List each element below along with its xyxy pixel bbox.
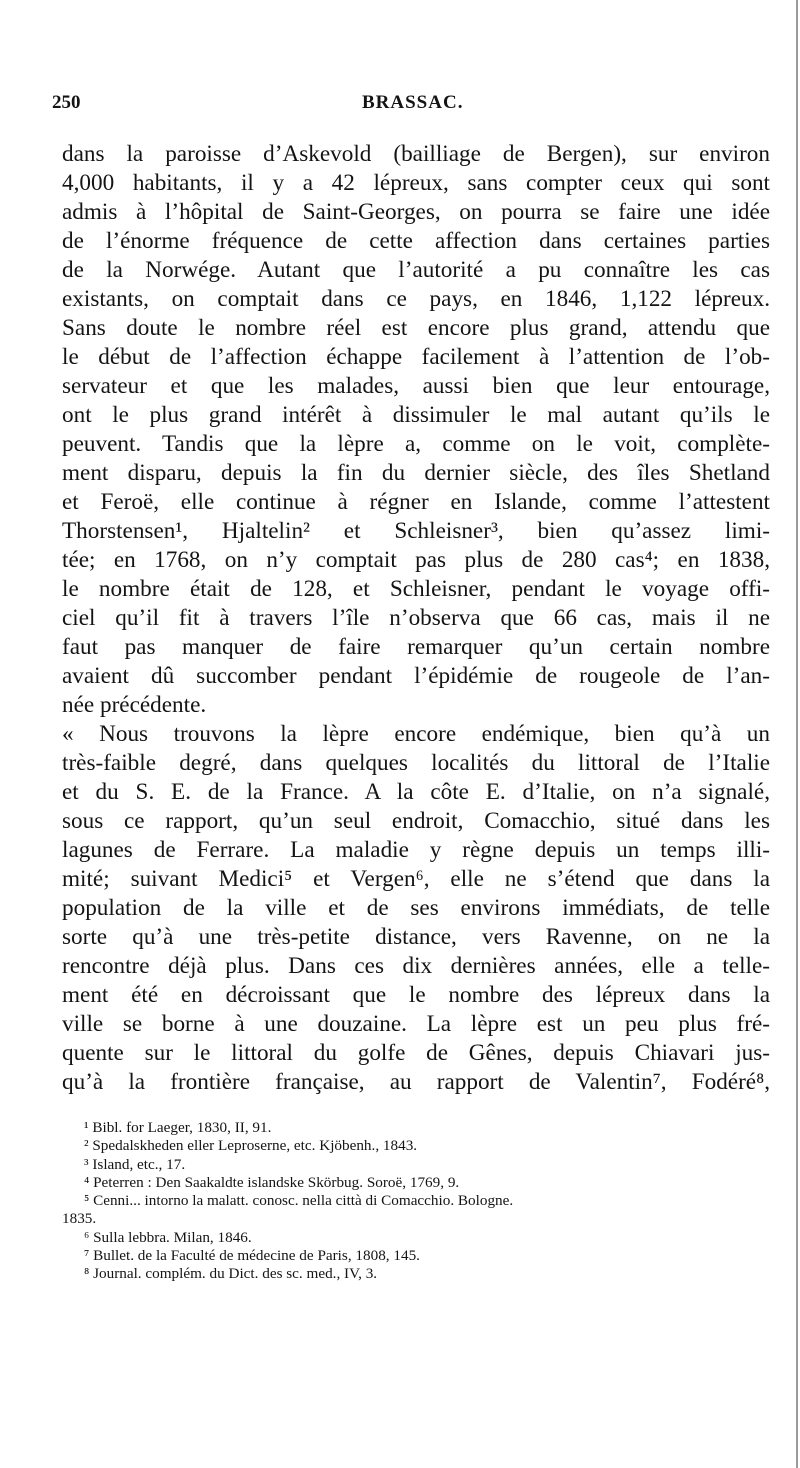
text-line: tée; en 1768, on n’y comptait pas plus de 280 cas⁴; en 1838,	[62, 547, 770, 573]
text-line: admis à l’hôpital de Saint-Georges, on pourra se faire une idée	[62, 199, 770, 225]
book-page	[52, 92, 770, 1284]
text-line: ment été en décroissant que le nombre des lépreux dans la	[62, 982, 770, 1008]
text-line: dans la paroisse d’Askevold (bailliage de Bergen), sur environ	[62, 141, 770, 167]
footnote-continuation: 1835.	[62, 1210, 97, 1228]
text-line: et Feroë, elle continue à régner en Islande, comme l’attestent	[62, 489, 770, 515]
running-header	[52, 92, 770, 122]
footnote: ⁶ Sulla lebbra. Milan, 1846.	[84, 1228, 252, 1246]
text-line: « Nous trouvons la lèpre encore endémique, bien qu’à un	[62, 721, 770, 747]
text-line: ment disparu, depuis la fin du dernier siècle, des îles Shetland	[62, 460, 770, 486]
text-line: et du S. E. de la France. A la côte E. d’Italie, on n’a signalé,	[62, 779, 770, 805]
text-line: ville se borne à une douzaine. La lèpre est un peu plus fré-	[62, 1011, 770, 1037]
text-line: ont le plus grand intérêt à dissimuler le mal autant qu’ils le	[62, 402, 770, 428]
text-line: quente sur le littoral du golfe de Gênes, depuis Chiavari jus-	[62, 1040, 770, 1066]
text-line: faut pas manquer de faire remarquer qu’un certain nombre	[62, 634, 770, 660]
footnote: ³ Island, etc., 17.	[84, 1155, 186, 1173]
footnote: ⁴ Peterren : Den Saakaldte islandske Skörbug. Soroë, 1769, 9.	[84, 1173, 460, 1191]
body-text	[62, 140, 770, 1097]
footnote: ⁵ Cenni... intorno la malatt. conosc. nella città di Comacchio. Bologne.	[84, 1192, 514, 1210]
text-line: de l’énorme fréquence de cette affection dans certaines parties	[62, 228, 770, 254]
text-line: lagunes de Ferrare. La maladie y règne depuis un temps illi-	[62, 837, 770, 863]
footnote: ¹ Bibl. for Laeger, 1830, II, 91.	[84, 1119, 272, 1136]
text-line: très-faible degré, dans quelques localités du littoral de l’Italie	[62, 750, 770, 776]
page-edge-line	[796, 0, 798, 1468]
text-line: rencontre déjà plus. Dans ces dix dernières années, elle a telle-	[62, 953, 770, 979]
running-title: BRASSAC.	[362, 92, 464, 113]
text-line: peuvent. Tandis que la lèpre a, comme on le voit, complète-	[62, 431, 770, 457]
text-line: ciel qu’il fit à travers l’île n’observa que 66 cas, mais il ne	[62, 605, 770, 631]
text-line: qu’à la frontière française, au rapport de Valentin⁷, Fodéré⁸,	[62, 1069, 770, 1095]
text-line: 4,000 habitants, il y a 42 lépreux, sans compter ceux qui sont	[62, 170, 770, 196]
text-line: avaient dû succomber pendant l’épidémie de rougeole de l’an-	[62, 663, 770, 689]
text-line: servateur et que les malades, aussi bien que leur entourage,	[62, 373, 770, 399]
page-number: 250	[52, 92, 81, 113]
text-line: population de la ville et de ses environs immédiats, de telle	[62, 895, 770, 921]
footnotes	[62, 1119, 770, 1284]
footnote: ⁸ Journal. complém. du Dict. des sc. med., IV, 3.	[84, 1265, 378, 1283]
text-line: Sans doute le nombre réel est encore plus grand, attendu que	[62, 315, 770, 341]
footnote: ² Spedalskheden eller Leproserne, etc. Kjöbenh., 1843.	[84, 1137, 418, 1155]
text-line: née précédente.	[62, 692, 207, 718]
text-line: le début de l’affection échappe facilement à l’attention de l’ob-	[62, 344, 770, 370]
text-line: de la Norwége. Autant que l’autorité a pu connaître les cas	[62, 257, 770, 283]
text-line: sous ce rapport, qu’un seul endroit, Comacchio, situé dans les	[62, 808, 770, 834]
text-line: le nombre était de 128, et Schleisner, pendant le voyage offi-	[62, 576, 770, 602]
text-line: Thorstensen¹, Hjaltelin² et Schleisner³, bien qu’assez limi-	[62, 518, 770, 544]
text-line: sorte qu’à une très-petite distance, vers Ravenne, on ne la	[62, 924, 770, 950]
text-line: existants, on comptait dans ce pays, en 1846, 1,122 lépreux.	[62, 286, 770, 312]
text-line: mité; suivant Medici⁵ et Vergen⁶, elle ne s’étend que dans la	[62, 866, 770, 892]
footnote: ⁷ Bullet. de la Faculté de médecine de Paris, 1808, 145.	[84, 1247, 420, 1265]
